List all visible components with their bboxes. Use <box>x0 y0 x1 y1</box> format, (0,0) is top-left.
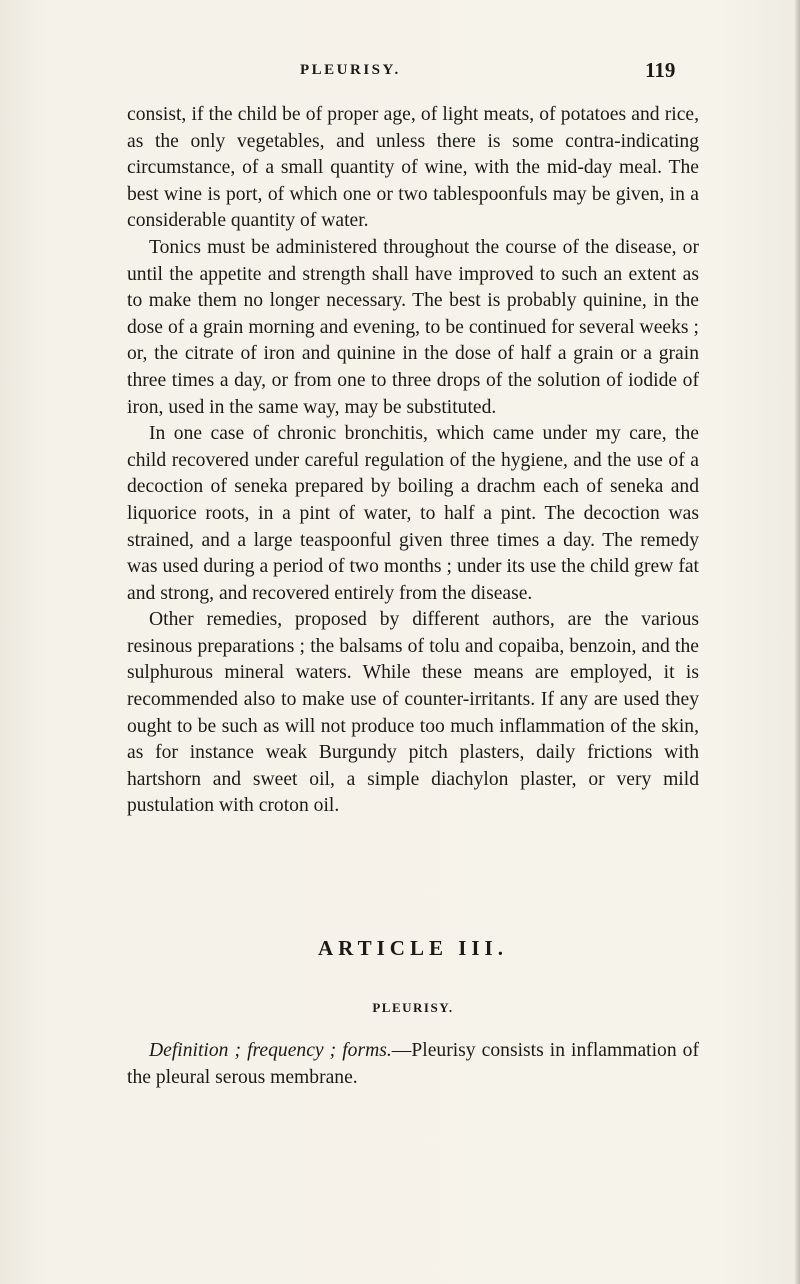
running-title: PLEURISY. <box>300 62 401 78</box>
paragraph-diet: consist, if the child be of proper age, of light meats, of potatoes and rice, as the only vegetables, and unless there is some contra-indicating circumstance, of a small quantity of wine, with the mid-day meal. The best wine is port, of which one or two tablespoonfuls may be given, in a considerable quantity of water. <box>127 104 699 232</box>
paragraph-tonics: Tonics must be administered throughout the course of the disease, or until the appetite and strength shall have improved to such an extent as to make them no longer necessary. The best is probably quinine, in the dose of a grain morning and evening, to be continued for several weeks ; or, the citrate of iron and quinine in the dose of half a grain or a grain three times a day, or from one to three drops of the solution of iodide of iron, used in the same way, may be substituted. <box>127 236 699 418</box>
definition-label: Definition ; frequency ; forms. <box>149 1040 392 1061</box>
article-heading: ARTICLE III. <box>318 936 508 960</box>
paragraph-other-remedies: Other remedies, proposed by different authors, are the various resinous preparations ; the balsams of tolu and copaiba, benzoin, and the sulphurous mineral waters. While these means are employed, it is recommended also to make use of counter-irritants. If any are used they ought to be such as will not produce too much inflammation of the skin, as for instance weak Burgundy pitch plasters, daily frictions with hartshorn and sweet oil, a simple diachylon plaster, or very mild pustulation with croton oil. <box>127 609 699 817</box>
definition-paragraph <box>127 1037 699 1091</box>
paragraph-case-report: In one case of chronic bronchitis, which came under my care, the child recovered under careful regulation of the hygiene, and the use of a decoction of seneka prepared by boiling a drachm each of seneka and liquorice roots, in a pint of water, to half a pint. The decoction was strained, and a large teaspoonful given three times a day. The remedy was used during a period of two months ; under its use the child grew fat and strong, and recovered entirely from the disease. <box>127 423 699 604</box>
page-number: 119 <box>645 58 676 82</box>
running-head <box>0 58 800 88</box>
section-heading: PLEURISY. <box>372 1000 454 1015</box>
body-text <box>127 102 699 820</box>
definition-text: —Pleurisy consists in inflammation of the pleural serous membrane. <box>127 1040 699 1088</box>
page-edge-shadow <box>794 0 800 1284</box>
